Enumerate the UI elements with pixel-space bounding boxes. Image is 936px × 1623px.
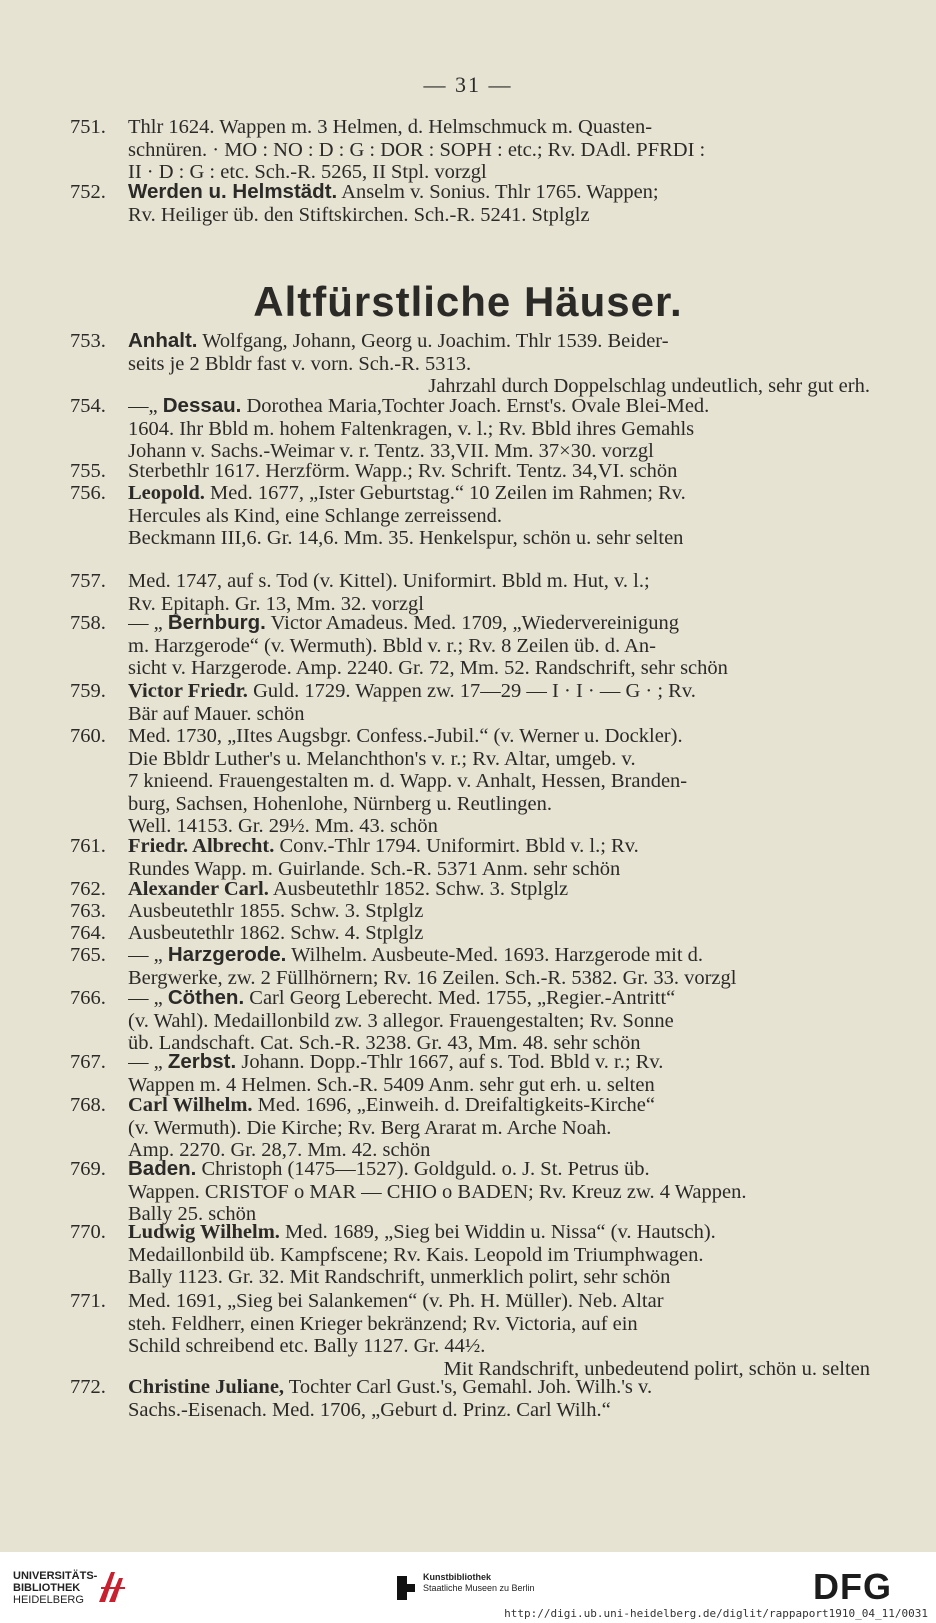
entry-number: 756. [70, 482, 106, 504]
entry-heading: Anhalt. [128, 330, 198, 352]
entry-line: Schild schreibend etc. Bally 1127. Gr. 44½. [128, 1335, 486, 1357]
catalog-entry [70, 878, 870, 901]
entry-line: Sachs.-Eisenach. Med. 1706, „Geburt d. Prinz. Carl Wilh.“ [128, 1398, 611, 1421]
catalog-entry [70, 116, 870, 184]
entry-number: 762. [70, 878, 106, 900]
entry-line: (v. Wahl). Medaillonbild zw. 3 allegor. Frauengestalten; Rv. Sonne [128, 1009, 674, 1032]
entry-line: — „ Cöthen. Carl Georg Leberecht. Med. 1755, „Regier.-Antritt“ [128, 987, 676, 1009]
catalog-entry [70, 680, 870, 725]
entry-line: (v. Wermuth). Die Kirche; Rv. Berg Ararat m. Arche Noah. [128, 1116, 612, 1139]
entry-heading: Baden. [128, 1158, 197, 1180]
museum-emblem-icon [395, 1574, 417, 1602]
entry-line: Rv. Heiliger üb. den Stiftskirchen. Sch.-R. 5241. Stplglz [128, 203, 590, 226]
entry-line: Bär auf Mauer. schön [128, 702, 305, 725]
catalog-entry [70, 1376, 870, 1421]
dfg-logo[interactable]: DFG [813, 1566, 892, 1607]
entry-line: burg, Sachsen, Hohenlohe, Nürnberg u. Reutlingen. [128, 792, 552, 815]
section-title: Altfürstliche Häuser. [253, 278, 683, 325]
entry-line: Jahrzahl durch Doppelschlag undeutlich, sehr gut erh. [428, 375, 870, 397]
entry-line: Thlr 1624. Wappen m. 3 Helmen, d. Helmschmuck m. Quasten- [128, 116, 653, 138]
catalog-entry [70, 944, 870, 989]
logo-line: BIBLIOTHEK [13, 1582, 81, 1594]
entry-line: Johann v. Sachs.-Weimar v. r. Tentz. 33,VII. Mm. 37×30. vorzgl [128, 440, 654, 462]
entry-line: Carl Wilhelm. Med. 1696, „Einweih. d. Dreifaltigkeits-Kirche“ [128, 1094, 656, 1116]
entry-line: Med. 1747, auf s. Tod (v. Kittel). Uniformirt. Bbld m. Hut, v. l.; [128, 570, 650, 592]
entry-line: Bally 1123. Gr. 32. Mit Randschrift, unmerklich polirt, sehr schön [128, 1266, 671, 1288]
entry-heading: Zerbst. [167, 1051, 237, 1073]
entry-line: Friedr. Albrecht. Conv.-Thlr 1794. Uniformirt. Bbld v. l.; Rv. [128, 835, 639, 857]
entry-number: 765. [70, 944, 106, 966]
catalog-entry [70, 987, 870, 1055]
entry-line: —„ Dessau. Dorothea Maria,Tochter Joach. Ernst's. Ovale Blei-Med. [128, 395, 710, 417]
catalog-entry [70, 612, 870, 680]
catalog-entry [70, 570, 870, 615]
entry-number: 751. [70, 116, 106, 138]
entry-number: 758. [70, 612, 106, 634]
page-number: — 31 — [423, 72, 513, 97]
entry-number: 757. [70, 570, 106, 592]
footer-bar [0, 1552, 936, 1623]
entry-line: üb. Landschaft. Cat. Sch.-R. 3238. Gr. 43, Mm. 48. sehr schön [128, 1032, 641, 1054]
entry-number: 767. [70, 1051, 106, 1073]
entry-line: Beckmann III,6. Gr. 14,6. Mm. 35. Henkelspur, schön u. sehr selten [128, 527, 684, 549]
entry-line: Baden. Christoph (1475—1527). Goldguld. o. J. St. Petrus üb. [128, 1158, 650, 1180]
catalog-entry [70, 1221, 870, 1289]
catalog-entry [70, 725, 870, 838]
entry-line: Werden u. Helmstädt. Anselm v. Sonius. Thlr 1765. Wappen; [128, 181, 659, 203]
entry-line: Amp. 2270. Gr. 28,7. Mm. 42. schön [128, 1139, 431, 1161]
catalog-entry [70, 900, 870, 923]
entry-heading: Victor Friedr. [128, 680, 248, 702]
entry-line: Wappen. CRISTOF o MAR — CHIO o BADEN; Rv. Kreuz zw. 4 Wappen. [128, 1180, 747, 1203]
entry-line: Alexander Carl. Ausbeutethlr 1852. Schw. 3. Stplglz [128, 878, 569, 900]
entry-heading: Dessau. [162, 395, 242, 417]
entry-line: Med. 1691, „Sieg bei Salankemen“ (v. Ph. H. Müller). Neb. Altar [128, 1290, 664, 1312]
entry-line: — „ Bernburg. Victor Amadeus. Med. 1709, „Wiedervereinigung [128, 612, 679, 634]
entry-number: 759. [70, 680, 106, 702]
catalog-entry [70, 1094, 870, 1162]
entry-line: Bergwerke, zw. 2 Füllhörnern; Rv. 16 Zeilen. Sch.-R. 5382. Gr. 33. vorzgl [128, 966, 737, 989]
entry-number: 752. [70, 181, 106, 203]
entry-line: Rundes Wapp. m. Guirlande. Sch.-R. 5371 Anm. sehr schön [128, 857, 621, 880]
entry-line: 1604. Ihr Bbld m. hohem Faltenkragen, v. l.; Rv. Bbld ihres Gemahls [128, 417, 695, 440]
catalog-entry [70, 330, 870, 398]
entry-heading: Bernburg. [167, 612, 266, 634]
entry-heading: Christine Juliane, [128, 1376, 285, 1398]
catalog-entry [70, 1051, 870, 1096]
entry-number: 763. [70, 900, 106, 922]
entry-line: Ludwig Wilhelm. Med. 1689, „Sieg bei Widdin u. Nissa“ (v. Hautsch). [128, 1221, 716, 1243]
entry-heading: Carl Wilhelm. [128, 1094, 253, 1116]
catalog-entry [70, 1290, 870, 1380]
entry-heading: Harzgerode. [167, 944, 287, 966]
entry-line: Med. 1730, „IItes Augsbgr. Confess.-Jubil.“ (v. Werner u. Dockler). [128, 725, 683, 747]
entry-heading: Alexander Carl. [128, 878, 269, 900]
entry-heading: Leopold. [128, 482, 205, 504]
catalog-entry [70, 922, 870, 945]
entry-heading: Ludwig Wilhelm. [128, 1221, 280, 1243]
entry-number: 768. [70, 1094, 106, 1116]
university-emblem-icon [95, 1568, 129, 1606]
entry-number: 760. [70, 725, 106, 747]
entry-line: Wappen m. 4 Helmen. Sch.-R. 5409 Anm. sehr gut erh. u. selten [128, 1073, 655, 1096]
entry-number: 772. [70, 1376, 106, 1398]
entry-line: Well. 14153. Gr. 29½. Mm. 43. schön [128, 815, 438, 837]
entry-line: steh. Feldherr, einen Krieger bekränzend; Rv. Victoria, auf ein [128, 1312, 638, 1335]
entry-number: 755. [70, 460, 106, 482]
catalog-entry [70, 1158, 870, 1226]
entry-line: — „ Zerbst. Johann. Dopp.-Thlr 1667, auf s. Tod. Bbld v. r.; Rv. [128, 1051, 664, 1073]
entry-line: Anhalt. Wolfgang, Johann, Georg u. Joachim. Thlr 1539. Beider- [128, 330, 669, 352]
source-url[interactable]: http://digi.ub.uni-heidelberg.de/diglit/rappaport1910_04_11/0031 [504, 1607, 928, 1620]
entry-line: Medaillonbild üb. Kampfscene; Rv. Kais. Leopold im Triumphwagen. [128, 1243, 704, 1266]
entry-line: schnüren. · MO : NO : D : G : DOR : SOPH : etc.; Rv. DAdl. PFRDI : [128, 138, 706, 161]
entry-number: 770. [70, 1221, 106, 1243]
entry-line: Christine Juliane, Tochter Carl Gust.'s, Gemahl. Joh. Wilh.'s v. [128, 1376, 653, 1398]
entry-line: Sterbethlr 1617. Herzförm. Wapp.; Rv. Schrift. Tentz. 34,VI. schön [128, 460, 678, 482]
kunst-line: Kunstbibliothek [423, 1572, 491, 1582]
entry-number: 769. [70, 1158, 106, 1180]
entry-line: Die Bbldr Luther's u. Melanchthon's v. r.; Rv. Altar, umgeb. v. [128, 747, 636, 770]
entry-line: m. Harzgerode“ (v. Wermuth). Bbld v. r.; Rv. 8 Zeilen üb. d. An- [128, 634, 657, 657]
entry-line: 7 knieend. Frauengestalten m. d. Wapp. v. Anhalt, Hessen, Branden- [128, 770, 688, 792]
catalog-entry [70, 181, 870, 226]
entry-line: II · D : G : etc. Sch.-R. 5265, II Stpl. vorzgl [128, 161, 487, 183]
entry-line: seits je 2 Bbldr fast v. vorn. Sch.-R. 5313. [128, 352, 472, 375]
catalog-entry [70, 482, 870, 550]
entry-number: 754. [70, 395, 106, 417]
entry-number: 766. [70, 987, 106, 1009]
entry-heading: Friedr. Albrecht. [128, 835, 275, 857]
entry-line: Ausbeutethlr 1855. Schw. 3. Stplglz [128, 900, 424, 922]
catalog-entry [70, 460, 870, 483]
catalog-entry [70, 395, 870, 463]
entry-heading: Cöthen. [167, 987, 245, 1009]
entry-number: 761. [70, 835, 106, 857]
entry-line: Leopold. Med. 1677, „Ister Geburtstag.“ 10 Zeilen im Rahmen; Rv. [128, 482, 686, 504]
entry-number: 771. [70, 1290, 106, 1312]
logo-line: HEIDELBERG [13, 1594, 84, 1606]
entry-line: Victor Friedr. Guld. 1729. Wappen zw. 17—29 — I · I · — G · ; Rv. [128, 680, 696, 702]
entry-line: Rv. Epitaph. Gr. 13, Mm. 32. vorzgl [128, 592, 424, 615]
entry-number: 753. [70, 330, 106, 352]
entry-line: Hercules als Kind, eine Schlange zerreissend. [128, 504, 502, 527]
entry-line: sicht v. Harzgerode. Amp. 2240. Gr. 72, Mm. 52. Randschrift, sehr schön [128, 657, 728, 679]
entry-line: Mit Randschrift, unbedeutend polirt, schön u. selten [443, 1357, 870, 1380]
kunst-line: Staatliche Museen zu Berlin [423, 1583, 535, 1593]
catalog-entry [70, 835, 870, 880]
entry-line: Bally 25. schön [128, 1203, 257, 1225]
entry-heading: Werden u. Helmstädt. [128, 181, 338, 203]
entry-number: 764. [70, 922, 106, 944]
entry-line: Ausbeutethlr 1862. Schw. 4. Stplglz [128, 922, 424, 944]
entry-line: — „ Harzgerode. Wilhelm. Ausbeute-Med. 1693. Harzgerode mit d. [128, 944, 704, 966]
logo-line: UNIVERSITÄTS- [13, 1570, 98, 1582]
